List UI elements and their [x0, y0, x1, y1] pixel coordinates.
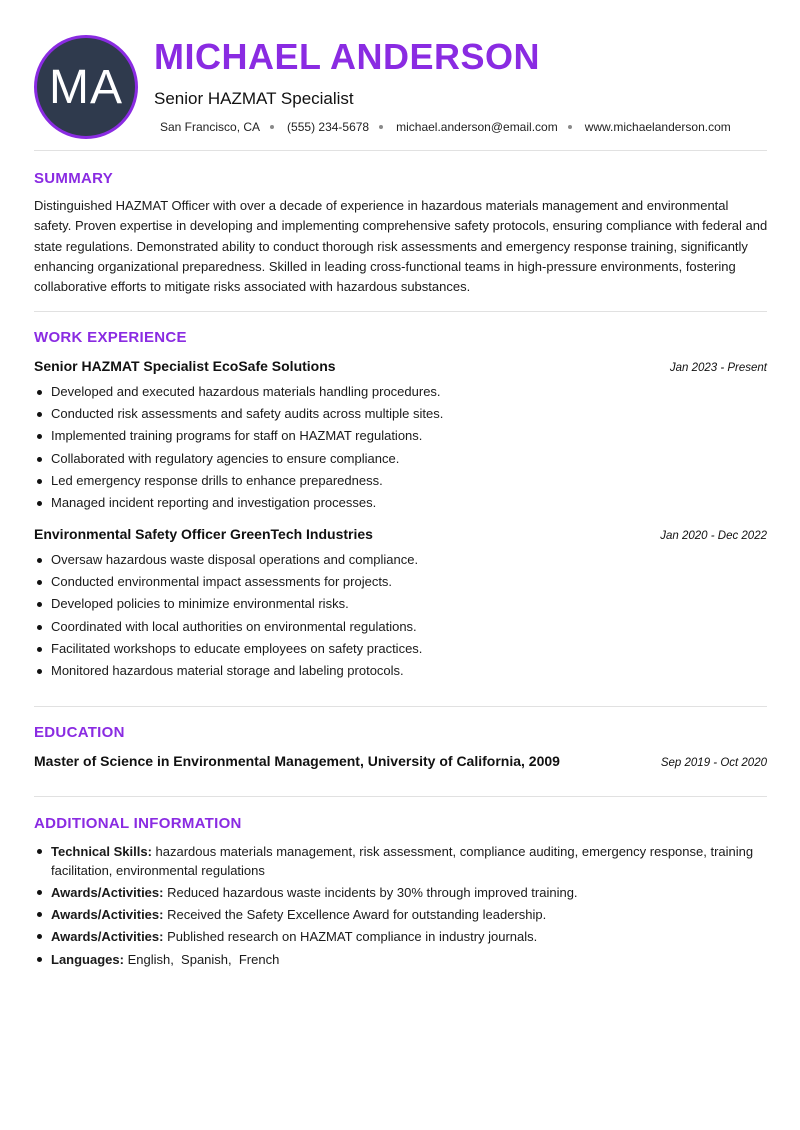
item-text: Published research on HAZMAT compliance in industry journals. [163, 929, 538, 944]
list-item: Monitored hazardous material storage and labeling protocols. [34, 662, 767, 684]
list-item [34, 905, 769, 924]
item-label: Awards/Activities: [51, 929, 164, 944]
list-item: Facilitated workshops to educate employees on safety practices. [34, 640, 767, 662]
list-item: Developed and executed hazardous materials handling procedures. [34, 383, 767, 405]
list-item [34, 842, 769, 880]
list-item: Conducted risk assessments and safety audits across multiple sites. [34, 405, 767, 427]
education-dates: Sep 2019 - Oct 2020 [660, 757, 767, 769]
additional-list [34, 842, 769, 972]
item-text: English, Spanish, French [123, 952, 280, 967]
job-role: Environmental Safety Officer GreenTech Industries [34, 526, 373, 542]
job-bullets [34, 551, 767, 684]
item-label: Technical Skills: [51, 844, 152, 859]
contact-info [160, 120, 731, 134]
avatar [34, 35, 138, 139]
list-item: Managed incident reporting and investigation processes. [34, 494, 767, 516]
job-dates: Jan 2020 - Dec 2022 [660, 530, 767, 542]
item-text: Reduced hazardous waste incidents by 30% through improved training. [163, 885, 578, 900]
divider [34, 311, 767, 312]
list-item [34, 950, 769, 969]
divider [34, 706, 767, 707]
separator-dot [270, 125, 274, 129]
summary-text: Distinguished HAZMAT Officer with over a decade of experience in hazardous materials management and environmental safety. Proven expertise in developing and implementing comprehensive safety protocols, ensuring compliance with federal and state regulations. Demonstrated ability to conduct thorough risk assessments and emergency response training, significantly enhancing organizational preparedness. Skilled in leading cross-functional teams in high-pressure environments, fostering collaborative efforts to mitigate risks associated with hazardous substances. [34, 198, 768, 295]
list-item [34, 927, 769, 946]
list-item: Coordinated with local authorities on environmental regulations. [34, 618, 767, 640]
education-entry [34, 753, 767, 769]
item-label: Awards/Activities: [51, 885, 164, 900]
list-item: Developed policies to minimize environmental risks. [34, 595, 767, 617]
contact-location: San Francisco, CA [160, 120, 261, 134]
list-item: Oversaw hazardous waste disposal operations and compliance. [34, 551, 767, 573]
divider [34, 150, 767, 151]
item-text: hazardous materials management, risk assessment, compliance auditing, emergency response, training facilitation, environmental regulations [51, 844, 754, 878]
summary-heading: SUMMARY [34, 170, 114, 187]
list-item [34, 883, 769, 902]
divider [34, 796, 767, 797]
item-label: Awards/Activities: [51, 907, 164, 922]
candidate-name: MICHAEL ANDERSON [154, 36, 541, 77]
job-header [34, 358, 767, 374]
contact-email[interactable]: michael.anderson@email.com [396, 120, 558, 134]
separator-dot [568, 125, 572, 129]
list-item: Collaborated with regulatory agencies to ensure compliance. [34, 450, 767, 472]
contact-phone: (555) 234-5678 [287, 120, 370, 134]
list-item: Led emergency response drills to enhance preparedness. [34, 472, 767, 494]
separator-dot [379, 125, 383, 129]
job-header [34, 526, 767, 542]
additional-heading: ADDITIONAL INFORMATION [34, 815, 242, 832]
experience-heading: WORK EXPERIENCE [34, 329, 187, 346]
list-item: Implemented training programs for staff on HAZMAT regulations. [34, 427, 767, 449]
item-label: Languages: [51, 952, 124, 967]
avatar-initials: MA [49, 60, 123, 114]
list-item: Conducted environmental impact assessments for projects. [34, 573, 767, 595]
job-bullets [34, 383, 767, 516]
job-role: Senior HAZMAT Specialist EcoSafe Solutions [34, 358, 336, 374]
education-degree: Master of Science in Environmental Management, University of California, 2009 [34, 753, 560, 769]
education-heading: EDUCATION [34, 724, 125, 741]
job-title: Senior HAZMAT Specialist [154, 89, 354, 108]
job-dates: Jan 2023 - Present [669, 362, 767, 374]
item-text: Received the Safety Excellence Award for outstanding leadership. [163, 907, 547, 922]
contact-website[interactable]: www.michaelanderson.com [584, 120, 731, 134]
